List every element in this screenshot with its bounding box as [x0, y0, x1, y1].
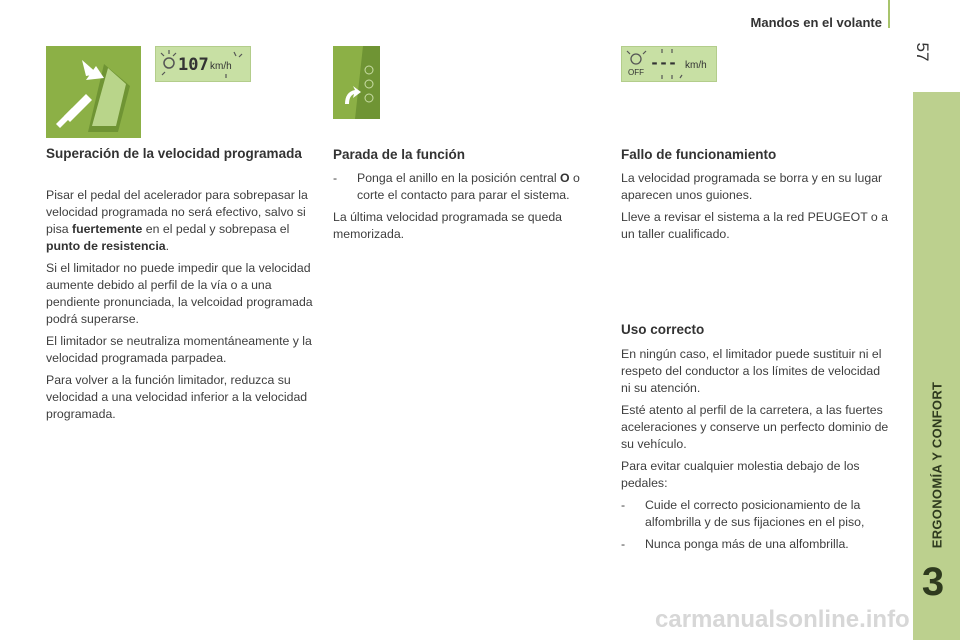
chapter-tab-label: ERGONOMÍA Y CONFORT [929, 381, 944, 549]
paragraph: La última velocidad programada se queda memorizada. [333, 210, 563, 241]
text-run: Ponga el anillo en la posición central [357, 171, 561, 185]
lcd-off-label: OFF [628, 68, 644, 77]
watermark: carmanualsonline.info [655, 606, 910, 633]
header-divider [888, 0, 890, 28]
steering-lever-illustration [333, 46, 380, 119]
paragraph: Lleve a revisar el sistema a la red PEUGEOT o a un taller cualificado. [621, 210, 889, 241]
emphasis-text: punto de resistencia [46, 239, 166, 253]
list-item [621, 536, 893, 553]
paragraph: Para volver a la función limitador, reduzca su velocidad a una velocidad inferior a la velocidad programada. [46, 373, 308, 421]
fault-display-icon [622, 47, 716, 81]
bullet-text [357, 170, 595, 204]
bullet-dash: - [621, 498, 626, 512]
section-body-stop [333, 170, 595, 248]
list-item [621, 497, 893, 531]
bullet-dash: - [621, 537, 626, 551]
lcd-dashes: --- [650, 54, 678, 72]
list-item [333, 170, 595, 204]
paragraph: Para evitar cualquier molestia debajo de los pedales: [621, 459, 860, 490]
section-title-fault: Fallo de funcionamiento [621, 147, 777, 162]
accelerator-pedal-illustration [46, 46, 141, 138]
section-title-stop: Parada de la función [333, 147, 466, 162]
paragraph [46, 187, 318, 255]
paragraph: Si el limitador no puede impedir que la velocidad aumente debido al perfil de la vía o a una pendiente pronunciada, la velcoidad programada podrá superarse. [46, 261, 313, 326]
paragraph: Esté atento al perfil de la carretera, a las fuertes aceleraciones y conserve un perfecto dominio de su vehículo. [621, 403, 889, 451]
lcd-unit-label: km/h [210, 61, 232, 72]
section-body-correct-use [621, 346, 893, 558]
running-header: Mandos en el volante [750, 15, 882, 30]
lcd-display-fault [621, 46, 717, 82]
bullet-dash: - [333, 171, 338, 185]
speed-limit-display-icon [156, 47, 250, 81]
bullet-text: Nunca ponga más de una alfombrilla. [645, 537, 849, 551]
emphasis-text: O [560, 171, 570, 185]
section-title-overspeed: Superación de la velocidad programada [46, 146, 302, 161]
lcd-unit-label-2: km/h [685, 60, 707, 71]
bullet-text: Cuide el correcto posicionamiento de la alfombrilla y de sus fijaciones en el piso, [645, 498, 865, 529]
section-body-fault [621, 170, 893, 248]
lcd-speed-value: 107 [178, 55, 209, 75]
section-body-overspeed [46, 187, 318, 428]
text-run: Pisar el pedal del acelerador para sobrepasar la velocidad programada no será efectivo, salvo si pisa [46, 188, 308, 236]
pedal-icon [46, 46, 141, 138]
paragraph: El limitador se neutraliza momentáneamente y la velocidad programada parpadea. [46, 334, 312, 365]
chapter-tab-label-wrap [913, 370, 960, 560]
section-title-correct-use: Uso correcto [621, 322, 705, 337]
text-run: . [165, 239, 170, 253]
chapter-number: 3 [921, 560, 945, 604]
lever-icon [333, 46, 380, 119]
paragraph: En ningún caso, el limitador puede sustituir ni el respeto del conductor a los límites de velocidad ni su atención. [621, 347, 882, 395]
page-number: 57 [913, 42, 932, 62]
emphasis-text: fuertemente [71, 222, 143, 236]
text-run: o corte el contacto para parar el sistema. [357, 171, 580, 202]
lcd-display-speed [155, 46, 251, 82]
paragraph: La velocidad programada se borra y en su lugar aparecen unos guiones. [621, 171, 883, 202]
text-run: en el pedal y sobrepasa el [142, 222, 290, 236]
